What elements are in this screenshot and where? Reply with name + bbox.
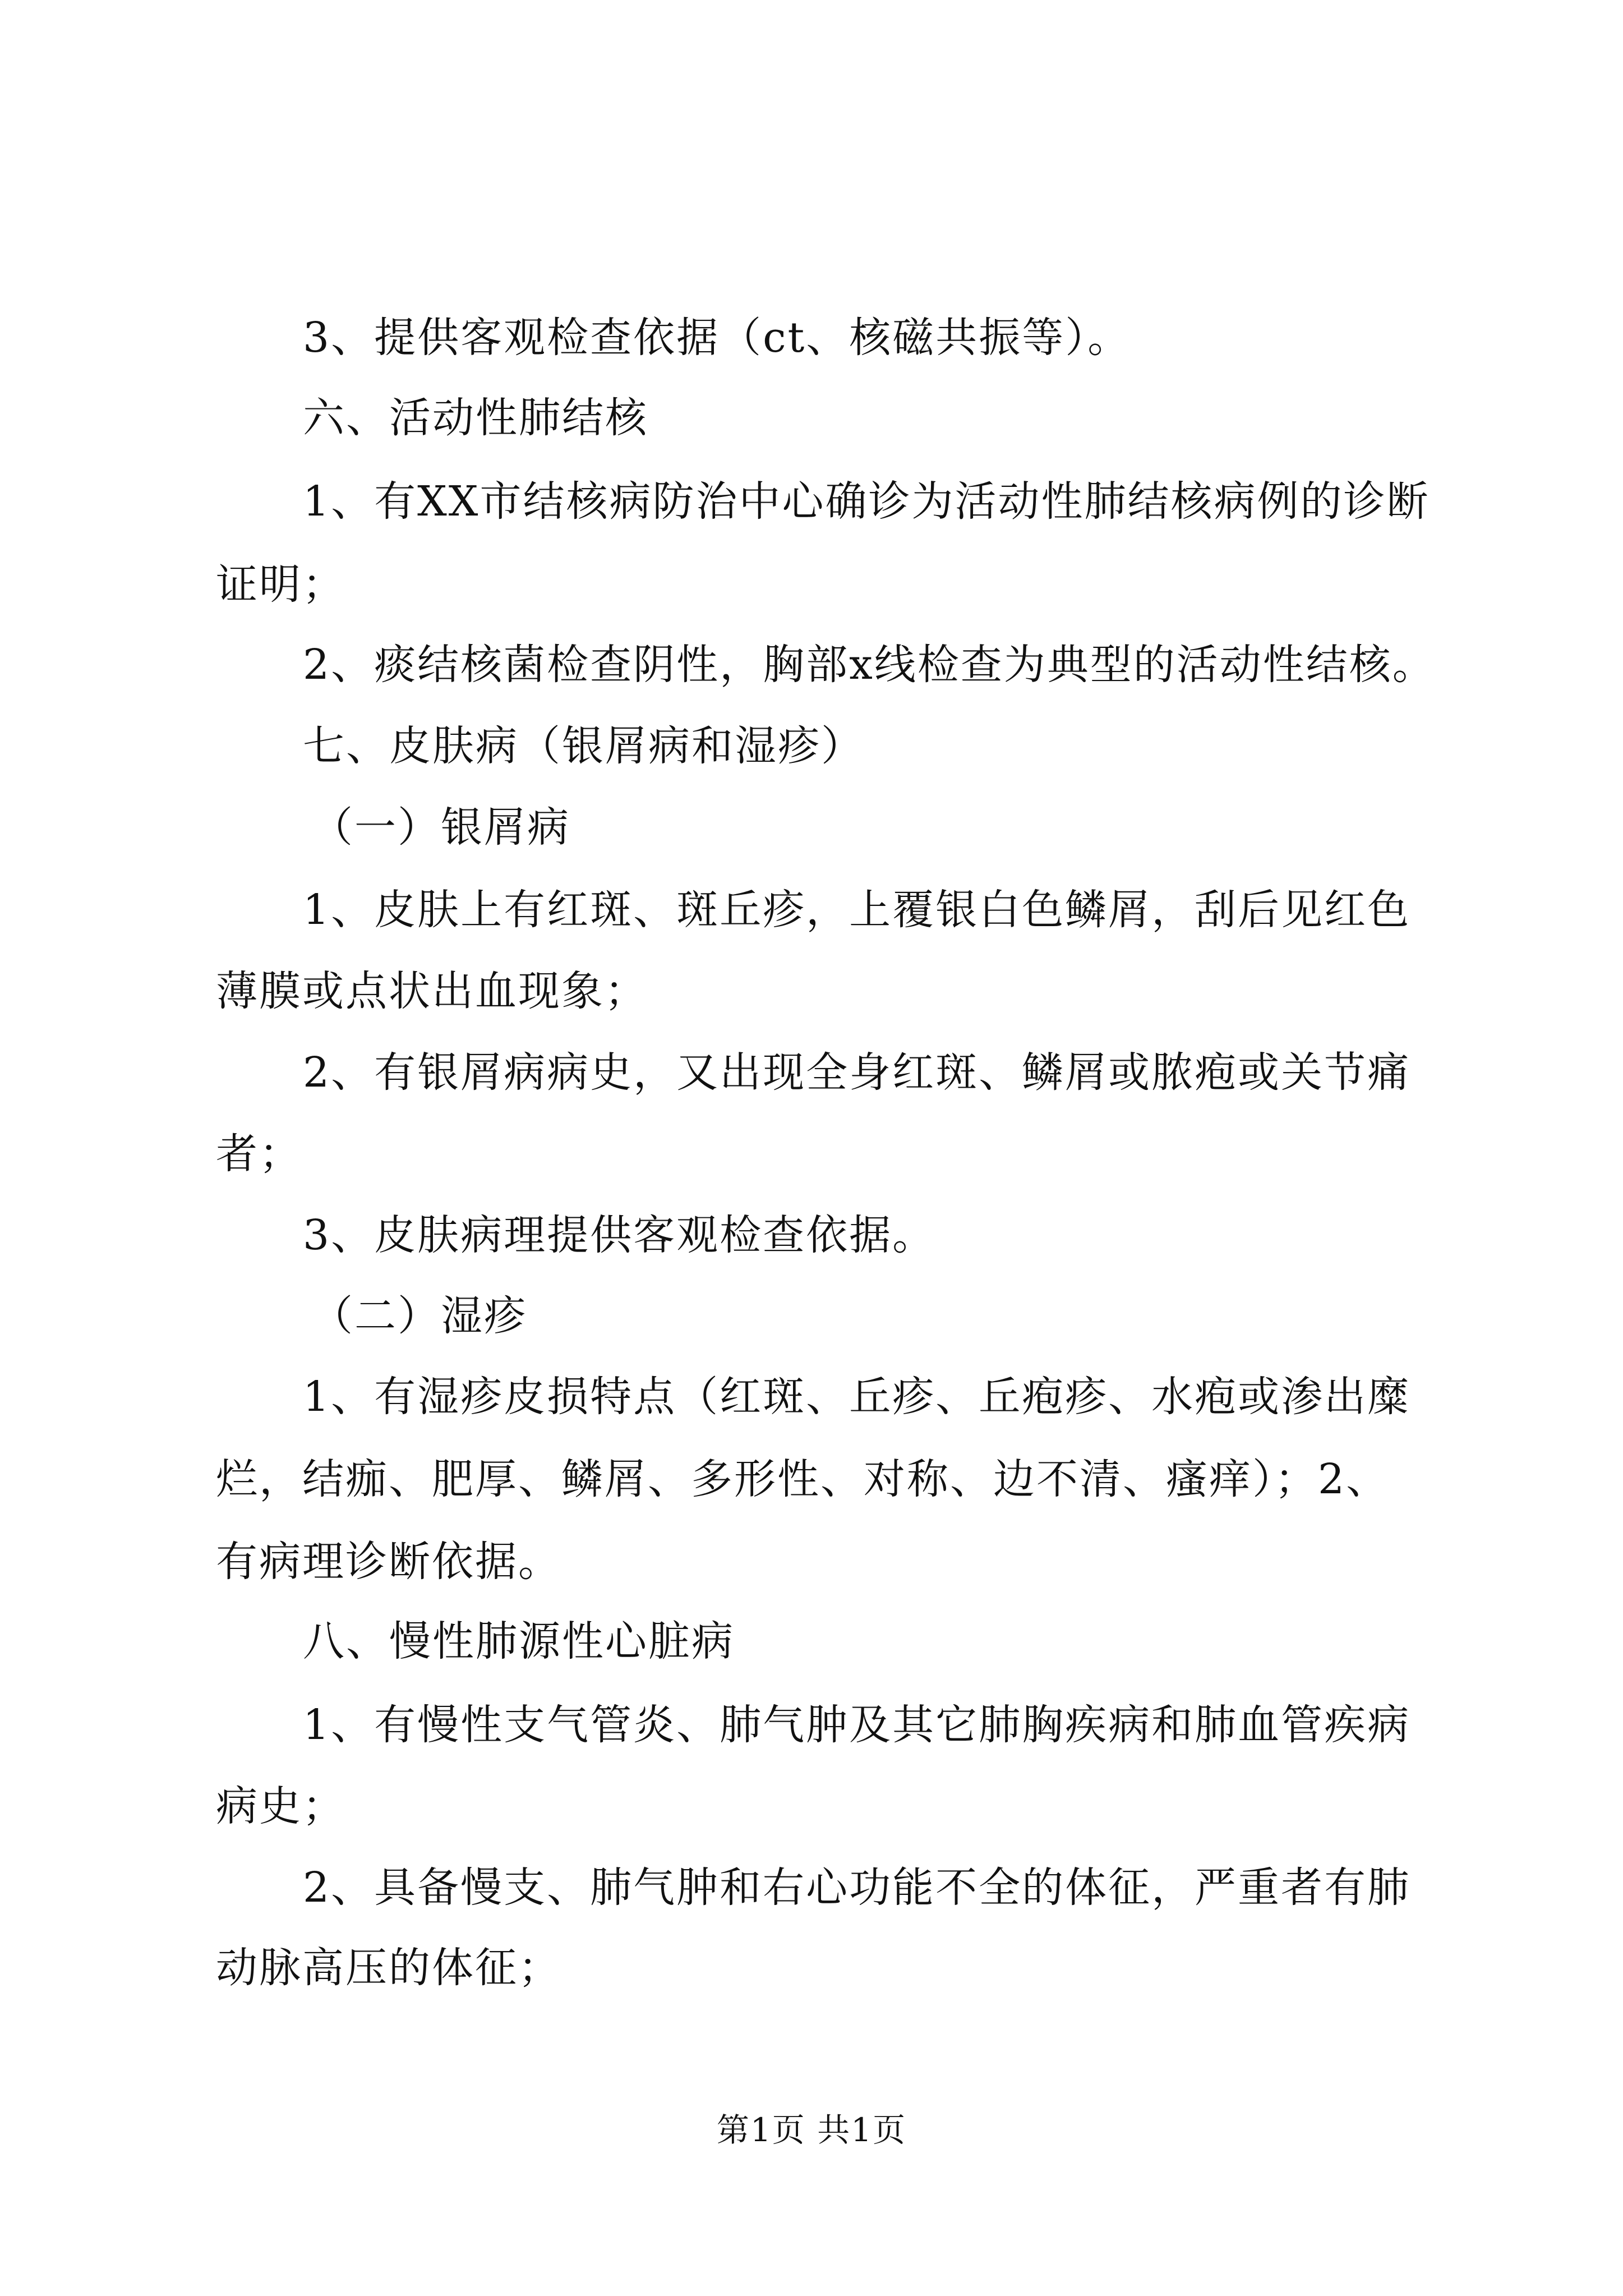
text-line: 2、痰结核菌检查阴性，胸部x线检查为典型的活动性结核。 (303, 641, 1436, 689)
text-line: 病史； (216, 1782, 345, 1830)
text-line: 2、有银屑病病史，又出现全身红斑、鳞屑或脓疱或关节痛 (303, 1048, 1411, 1097)
text-line: 烂，结痂、肥厚、鳞屑、多形性、对称、边不清、瘙痒）；2、 (216, 1455, 1390, 1503)
page-number-footer: 第1页 共1页 (716, 2111, 907, 2149)
text-line: 2、具备慢支、肺气肿和右心功能不全的体征，严重者有肺 (303, 1864, 1411, 1912)
text-line: 1、皮肤上有红斑、斑丘疹，上覆银白色鳞屑，刮后见红色 (303, 886, 1411, 934)
subsection-heading: （二）湿疹 (311, 1292, 527, 1340)
section-heading: 七、皮肤病（银屑病和湿疹） (303, 722, 864, 770)
text-line: 1、有慢性支气管炎、肺气肿及其它肺胸疾病和肺血管疾病 (303, 1701, 1411, 1749)
text-line: 1、有湿疹皮损特点（红斑、丘疹、丘疱疹、水疱或渗出糜 (303, 1373, 1411, 1421)
subsection-heading: （一）银屑病 (311, 803, 570, 852)
text-line: 动脉高压的体征； (216, 1944, 561, 1992)
text-line: 薄膜或点状出血现象； (216, 967, 648, 1015)
text-line: 者； (216, 1130, 302, 1178)
text-line: 有病理诊断依据。 (216, 1538, 561, 1586)
text-line: 1、有XX市结核病防治中心确诊为活动性肺结核病例的诊断 (303, 477, 1430, 526)
text-line: 证明； (216, 560, 345, 609)
text-line: 3、提供客观检查依据（ct、核磁共振等）。 (303, 314, 1131, 362)
section-heading: 八、慢性肺源性心脏病 (303, 1617, 735, 1665)
text-line: 3、皮肤病理提供客观检查依据。 (303, 1211, 936, 1259)
section-heading: 六、活动性肺结核 (303, 394, 648, 442)
